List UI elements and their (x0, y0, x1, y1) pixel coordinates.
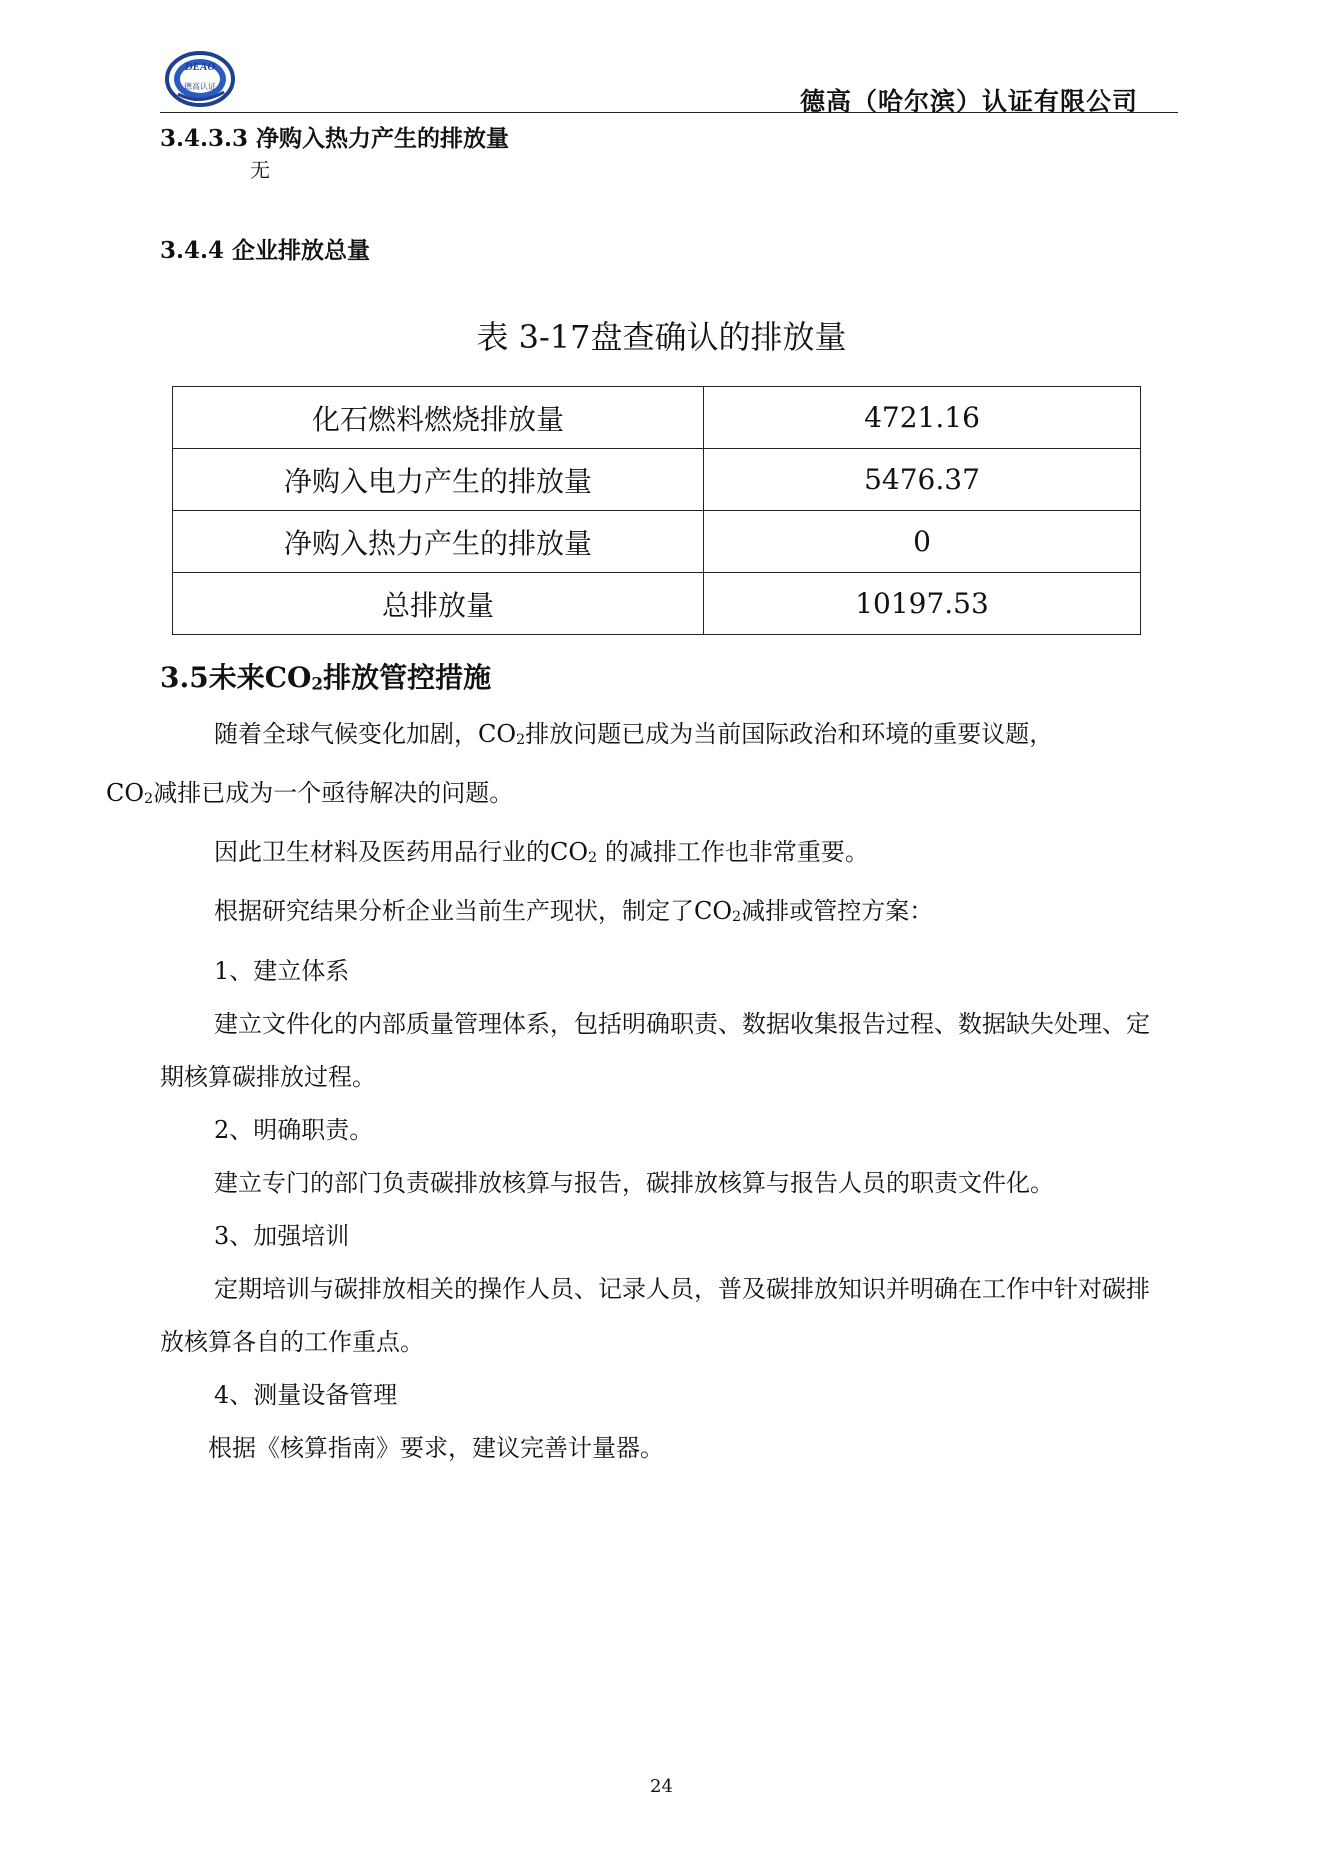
table-title: 表 3-17盘查确认的排放量 (476, 318, 847, 356)
list-item-body: 建立文件化的内部质量管理体系，包括明确职责、数据收集报告过程、数据缺失处理、定期核算碳排放过程。 (160, 1009, 1150, 1091)
section-3-5-body (106, 708, 1156, 1475)
table-cell-label: 净购入热力产生的排放量 (173, 511, 704, 573)
table-row (173, 573, 1141, 635)
logo-text: DEAO (184, 61, 216, 73)
list-item-body: 定期培训与碳排放相关的操作人员、记录人员，普及碳排放知识并明确在工作中针对碳排放核算各自的工作重点。 (160, 1274, 1150, 1356)
heading-3-4-3-3: 3.4.3.3 净购入热力产生的排放量 (160, 125, 510, 152)
table-cell-value: 4721.16 (704, 387, 1141, 449)
section-3-4-3-3-body: 无 (250, 158, 270, 182)
table-cell-label: 净购入电力产生的排放量 (173, 449, 704, 511)
header-divider (160, 112, 1178, 113)
table-cell-label: 总排放量 (173, 573, 704, 635)
table-cell-value: 5476.37 (704, 449, 1141, 511)
table-cell-value: 10197.53 (704, 573, 1141, 635)
heading-3-5: 3.5未来$CO_2$排放管控措施 (160, 661, 492, 694)
paragraph: 根据研究结果分析企业当前生产现状，制定了$CO_2$减排或管控方案： (214, 897, 934, 926)
table-row (173, 387, 1141, 449)
list-item-heading: 2、明确职责。 (214, 1115, 374, 1144)
table-row (173, 511, 1141, 573)
list-item-heading: 3、加强培训 (214, 1221, 350, 1250)
paragraph: 因此卫生材料及医药用品行业的$CO_2$ 的减排工作也非常重要。 (214, 838, 869, 867)
heading-3-4-4: 3.4.4 企业排放总量 (160, 237, 371, 264)
logo-subtext: 德高认证 (184, 82, 216, 91)
table-cell-value: 0 (704, 511, 1141, 573)
list-item-body: 根据《核算指南》要求，建议完善计量器。 (208, 1433, 664, 1462)
table-row (173, 449, 1141, 511)
company-logo (164, 48, 236, 108)
list-item-heading: 1、建立体系 (214, 956, 350, 985)
table-cell-label: 化石燃料燃烧排放量 (173, 387, 704, 449)
emissions-table (172, 386, 1141, 635)
page-number: 24 (650, 1776, 673, 1797)
company-name: 德高（哈尔滨）认证有限公司 (799, 87, 1138, 116)
paragraph: 随着全球气候变化加剧，$CO_2$排放问题已成为当前国际政治和环境的重要议题， $CO_2$减排已成为一个亟待解决的问题。 (106, 720, 1054, 808)
list-item-body: 建立专门的部门负责碳排放核算与报告，碳排放核算与报告人员的职责文件化。 (214, 1168, 1054, 1197)
list-item-heading: 4、测量设备管理 (214, 1380, 398, 1409)
